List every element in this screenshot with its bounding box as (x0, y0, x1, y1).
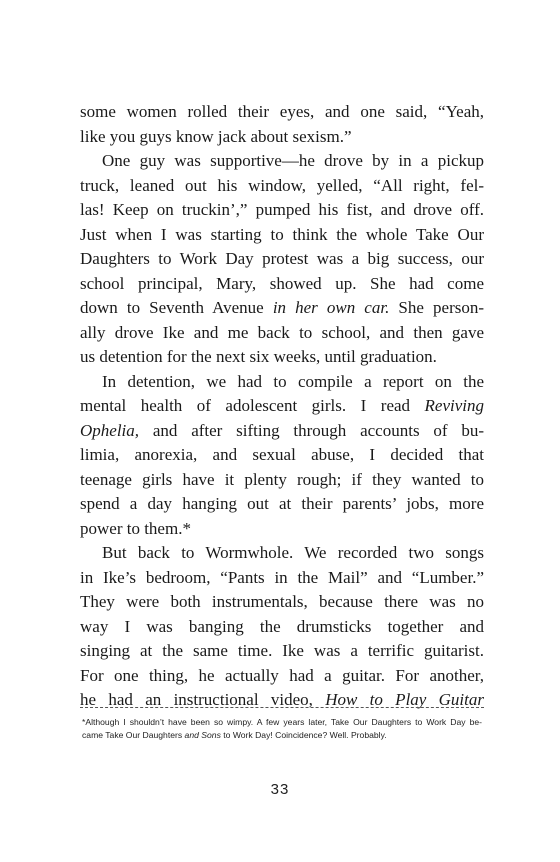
text-line (80, 541, 484, 566)
italic-text: Reviving (424, 396, 484, 415)
text-run: power to them.* (80, 518, 191, 538)
text-line (80, 639, 484, 664)
text-run: down to Seventh Avenue (80, 298, 273, 317)
text-line (82, 716, 482, 729)
text-run: us detention for the next six weeks, until graduation. (80, 347, 437, 366)
italic-text: in her own car. (272, 298, 390, 317)
text-run: mental health of adolescent girls. I read (80, 396, 425, 415)
italic-text: and Sons (184, 729, 221, 740)
text-run: She person- (389, 298, 484, 317)
paragraph (80, 541, 484, 713)
text-run: and after sifting through accounts of bu- (139, 420, 484, 440)
page-number: 33 (270, 781, 290, 798)
text-run: way I was banging the drumsticks together and (80, 616, 484, 636)
text-line (80, 688, 484, 713)
text-run: las! Keep on truckin’,” pumped his fist, and drove off. (80, 200, 484, 219)
paragraph (80, 149, 484, 370)
text-run: he had an instructional video, (80, 690, 326, 709)
text-run: One guy was supportive—he drove by in a pickup (102, 151, 484, 170)
text-run: Daughters to Work Day protest was a big success, our (80, 249, 484, 268)
paragraph (80, 100, 484, 149)
footnote-separator (80, 707, 484, 708)
text-line (80, 492, 484, 517)
text-run: to Work Day! Coincidence? Well. Probably. (220, 729, 387, 740)
text-line (80, 615, 484, 640)
text-line (80, 198, 484, 223)
text-run: teenage girls have it plenty rough; if they wanted to (80, 469, 484, 489)
text-line (80, 468, 484, 493)
text-run: in Ike’s bedroom, “Pants in the Mail” and “Lumber.” (80, 567, 484, 587)
text-run: *Although I shouldn’t have been so wimpy. A few years later, Take Our Daughters to Work Day be- (82, 717, 482, 727)
text-run: limia, anorexia, and sexual abuse, I decided that (80, 445, 484, 464)
text-line (80, 443, 484, 468)
body-text (80, 100, 484, 713)
text-run: truck, leaned out his window, yelled, “All right, fel- (80, 175, 484, 195)
text-line (80, 517, 484, 542)
text-line (80, 419, 484, 444)
text-run: Just when I was starting to think the whole Take Our (80, 224, 484, 244)
text-line (80, 345, 484, 370)
text-line (80, 125, 484, 150)
italic-text: Ophelia, (80, 420, 140, 440)
footnote (82, 716, 482, 741)
text-line (80, 664, 484, 689)
text-line (80, 174, 484, 199)
text-line (80, 321, 484, 346)
text-run: But back to Wormwhole. We recorded two songs (102, 543, 484, 562)
text-run: For one thing, he actually had a guitar. For another, (80, 665, 484, 685)
text-run: In detention, we had to compile a report on the (102, 371, 484, 391)
text-line (80, 272, 484, 297)
text-run: school principal, Mary, showed up. She had come (80, 273, 484, 293)
text-run: came Take Our Daughters (82, 729, 185, 740)
text-run: like you guys know jack about sexism.” (80, 126, 352, 146)
italic-text: How to Play Guitar (325, 690, 484, 709)
text-line (80, 370, 484, 395)
text-run: spend a day hanging out at their parents’ jobs, more (80, 494, 484, 513)
text-line (80, 223, 484, 248)
text-line (80, 100, 484, 125)
text-line (82, 729, 482, 742)
text-line (80, 149, 484, 174)
text-line (80, 296, 484, 321)
text-run: They were both instrumentals, because there was no (80, 592, 484, 611)
text-run: some women rolled their eyes, and one said, “Yeah, (80, 102, 484, 121)
text-line (80, 394, 484, 419)
text-line (80, 566, 484, 591)
text-run: singing at the same time. Ike was a terrific guitarist. (80, 641, 484, 660)
text-run: ally drove Ike and me back to school, and then gave (80, 322, 484, 342)
paragraph (80, 370, 484, 542)
text-line (80, 247, 484, 272)
text-line (80, 590, 484, 615)
